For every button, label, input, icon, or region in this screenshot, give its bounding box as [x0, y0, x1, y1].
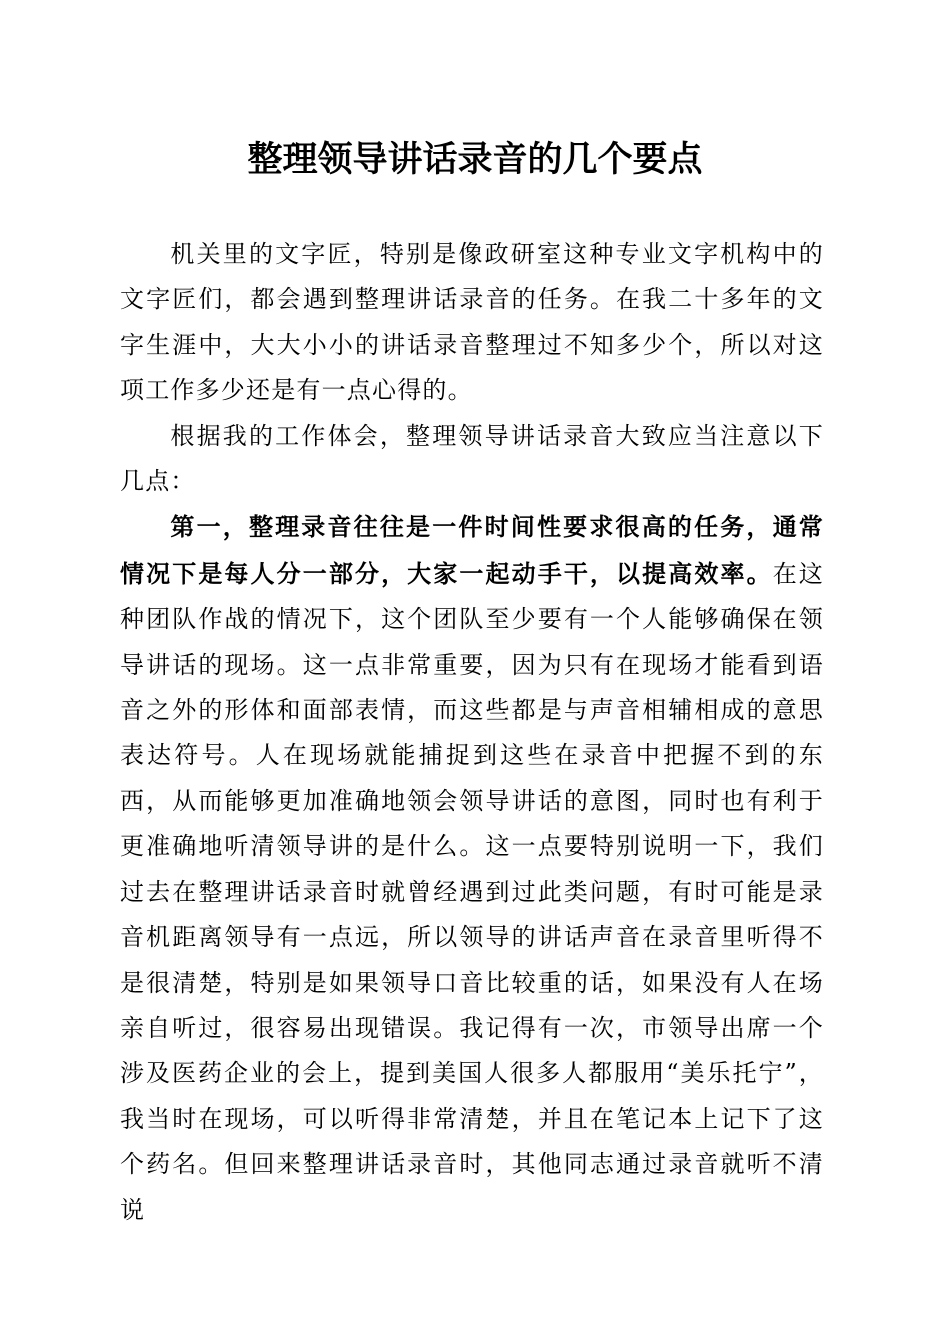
- document-title: 整理领导讲话录音的几个要点: [247, 139, 703, 180]
- paragraph-points-lead: 根据我的工作体会，整理领导讲话录音大致应当注意以下几点：: [120, 421, 824, 496]
- point-one-body: 在这种团队作战的情况下，这个团队至少要有一个人能够确保在领导讲话的现场。这一点非常重要，因为只有在现场才能看到语音之外的形体和面部表情，而这些都是与声音相辅相成的意思表达符号。人在现场就能捕捉到这些在录音中把握不到的东西，从而能够更加准确地领会领导讲话的意图，同时也有利于更准确地听清领导讲的是什么。这一点要特别说明一下，我们过去在整理讲话录音时就曾经遇到过此类问题，有时可能是录音机距离领导有一点远，所以领导的讲话声音在录音里听得不是很清楚，特别是如果领导口音比较重的话，如果没有人在场亲自听过，很容易出现错误。我记得有一次，市领导出席一个涉及医药企业的会上，提到美国人很多人都服用“美乐托宁”，我当时在现场，可以听得非常清楚，并且在笔记本上记下了这个药名。但回来整理讲话录音时，其他同志通过录音就听不清说: [120, 559, 824, 1224]
- point-one-lead: 第一，整理录音往往是一件时间性要求很高的任务，通常情况下是每人分一部分，大家一起动手干，以提高效率。: [120, 512, 824, 588]
- document-body: [120, 232, 824, 1233]
- paragraph-point-one: [120, 504, 824, 1233]
- paragraph-intro: 机关里的文字匠，特别是像政研室这种专业文字机构中的文字匠们，都会遇到整理讲话录音的任务。在我二十多年的文字生涯中，大大小小的讲话录音整理过不知多少个，所以对这项工作多少还是有一点心得的。: [120, 240, 824, 405]
